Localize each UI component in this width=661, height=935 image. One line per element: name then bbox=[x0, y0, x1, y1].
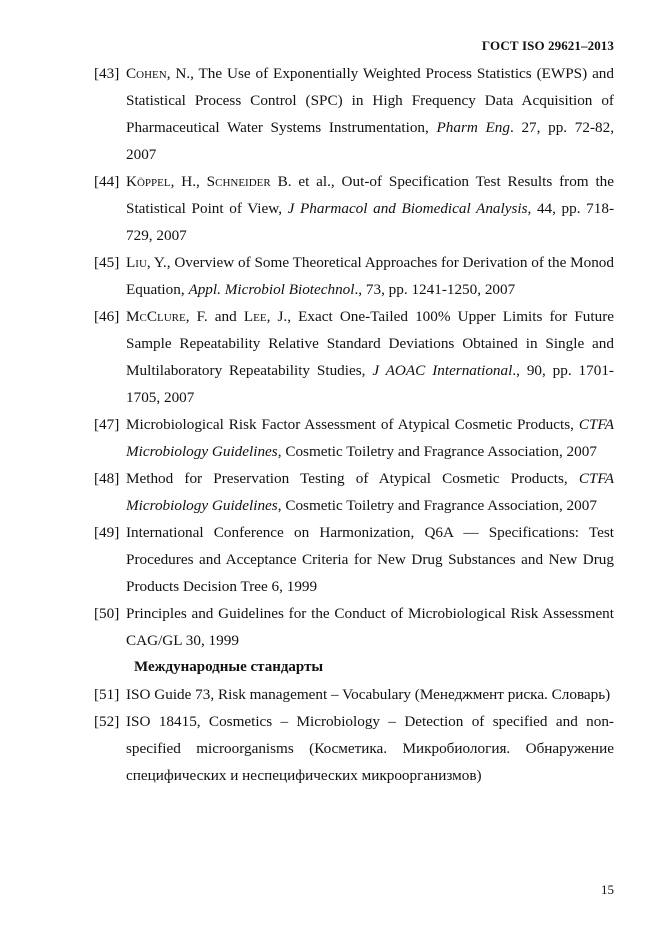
reference-author: Schneider bbox=[206, 173, 271, 190]
reference-text bbox=[126, 168, 614, 249]
reference-segment: , N., The Use of Exponentially Weighted Process Statistics (EWPS) and Statistical Process Control (SPC) in High Frequency Data Acquisition of Pharmaceutical Water Systems Instrumentation, bbox=[126, 65, 614, 136]
reference-segment: . 27, pp. 72-82, 2007 bbox=[126, 119, 614, 163]
reference-number: [51] bbox=[94, 686, 120, 703]
reference-number: [43] bbox=[94, 65, 120, 82]
reference-segment: , 44, pp. 718-729, 2007 bbox=[126, 200, 614, 244]
reference-segment: International Conference on Harmonization, Q6A — Specifications: Test Procedures and Acceptance Criteria for New Drug Substances and New Drug Products Decision Tree 6, 1999 bbox=[126, 524, 614, 595]
reference-number: [50] bbox=[94, 605, 120, 622]
reference-author: Liu bbox=[126, 254, 147, 271]
reference-author: Köppel bbox=[126, 173, 171, 190]
reference-item bbox=[94, 465, 614, 519]
reference-segment: , Cosmetic Toiletry and Fragrance Association, 2007 bbox=[277, 497, 597, 514]
reference-segment: , J., Exact One-Tailed 100% Upper Limits for Future Sample Repeatability Relative Standard Deviations Obtained in Single and Multilaboratory Repeatability Studies, bbox=[126, 308, 614, 379]
reference-segment: ISO 18415, Cosmetics – Microbiology – Detection of specified and non-specified microorganisms (Косметика. Микробиология. Обнаружение специфических и неспецифических микроорганизмов) bbox=[126, 713, 614, 784]
reference-list bbox=[94, 60, 614, 789]
standard-code-header: ГОСТ ISO 29621–2013 bbox=[481, 38, 614, 53]
reference-text bbox=[126, 60, 614, 168]
reference-author: McClure bbox=[126, 308, 186, 325]
reference-item bbox=[94, 60, 614, 168]
reference-number: [49] bbox=[94, 524, 120, 541]
reference-text bbox=[126, 600, 614, 654]
reference-number: [48] bbox=[94, 470, 120, 487]
reference-number: [47] bbox=[94, 416, 120, 433]
reference-number: [52] bbox=[94, 713, 120, 730]
reference-author: Cohen bbox=[126, 65, 167, 82]
section-heading: Международные стандарты bbox=[134, 659, 324, 675]
literature-references bbox=[94, 60, 614, 654]
reference-item bbox=[94, 681, 614, 708]
reference-item bbox=[94, 249, 614, 303]
reference-source: J Pharmacol and Biomedical Analysis bbox=[287, 200, 528, 217]
standards-references bbox=[94, 681, 614, 789]
reference-text bbox=[126, 708, 614, 789]
reference-source: CTFA Microbiology Guidelines bbox=[126, 416, 614, 460]
reference-text bbox=[126, 465, 614, 519]
page-number: 15 bbox=[601, 882, 614, 897]
reference-source: J AOAC International bbox=[372, 362, 513, 379]
reference-segment: ISO Guide 73, Risk management – Vocabulary (Менеджмент риска. Словарь) bbox=[126, 686, 611, 703]
reference-item bbox=[94, 303, 614, 411]
reference-item bbox=[94, 600, 614, 654]
reference-segment: Principles and Guidelines for the Conduct of Microbiological Risk Assessment CAG/GL 30, 1999 bbox=[126, 605, 614, 649]
reference-segment: , Cosmetic Toiletry and Fragrance Association, 2007 bbox=[277, 443, 597, 460]
reference-source: Appl. Microbiol Biotechnol bbox=[188, 281, 355, 298]
reference-source: CTFA Microbiology Guidelines bbox=[126, 470, 614, 514]
reference-segment: , Y., Overview of Some Theoretical Approaches for Derivation of the Monod Equation, bbox=[126, 254, 614, 298]
reference-text bbox=[126, 303, 614, 411]
reference-item bbox=[94, 168, 614, 249]
reference-text bbox=[126, 519, 614, 600]
reference-segment: Microbiological Risk Factor Assessment of Atypical Cosmetic Products, bbox=[126, 416, 579, 433]
reference-source: Pharm Eng bbox=[436, 119, 510, 136]
reference-segment: B. et al., Out-of Specification Test Results from the Statistical Point of View, bbox=[126, 173, 614, 217]
reference-segment: Method for Preservation Testing of Atypical Cosmetic Products, bbox=[126, 470, 579, 487]
reference-text bbox=[126, 249, 614, 303]
reference-segment: , F. and bbox=[185, 308, 244, 325]
reference-item bbox=[94, 519, 614, 600]
reference-number: [46] bbox=[94, 308, 120, 325]
reference-segment: ., 90, pp. 1701-1705, 2007 bbox=[126, 362, 614, 406]
reference-text bbox=[126, 681, 614, 708]
reference-number: [45] bbox=[94, 254, 120, 271]
reference-item bbox=[94, 411, 614, 465]
reference-segment: , H., bbox=[170, 173, 207, 190]
reference-number: [44] bbox=[94, 173, 120, 190]
reference-item bbox=[94, 708, 614, 789]
reference-segment: ., 73, pp. 1241-1250, 2007 bbox=[354, 281, 516, 298]
reference-text bbox=[126, 411, 614, 465]
reference-author: Lee bbox=[243, 308, 267, 325]
